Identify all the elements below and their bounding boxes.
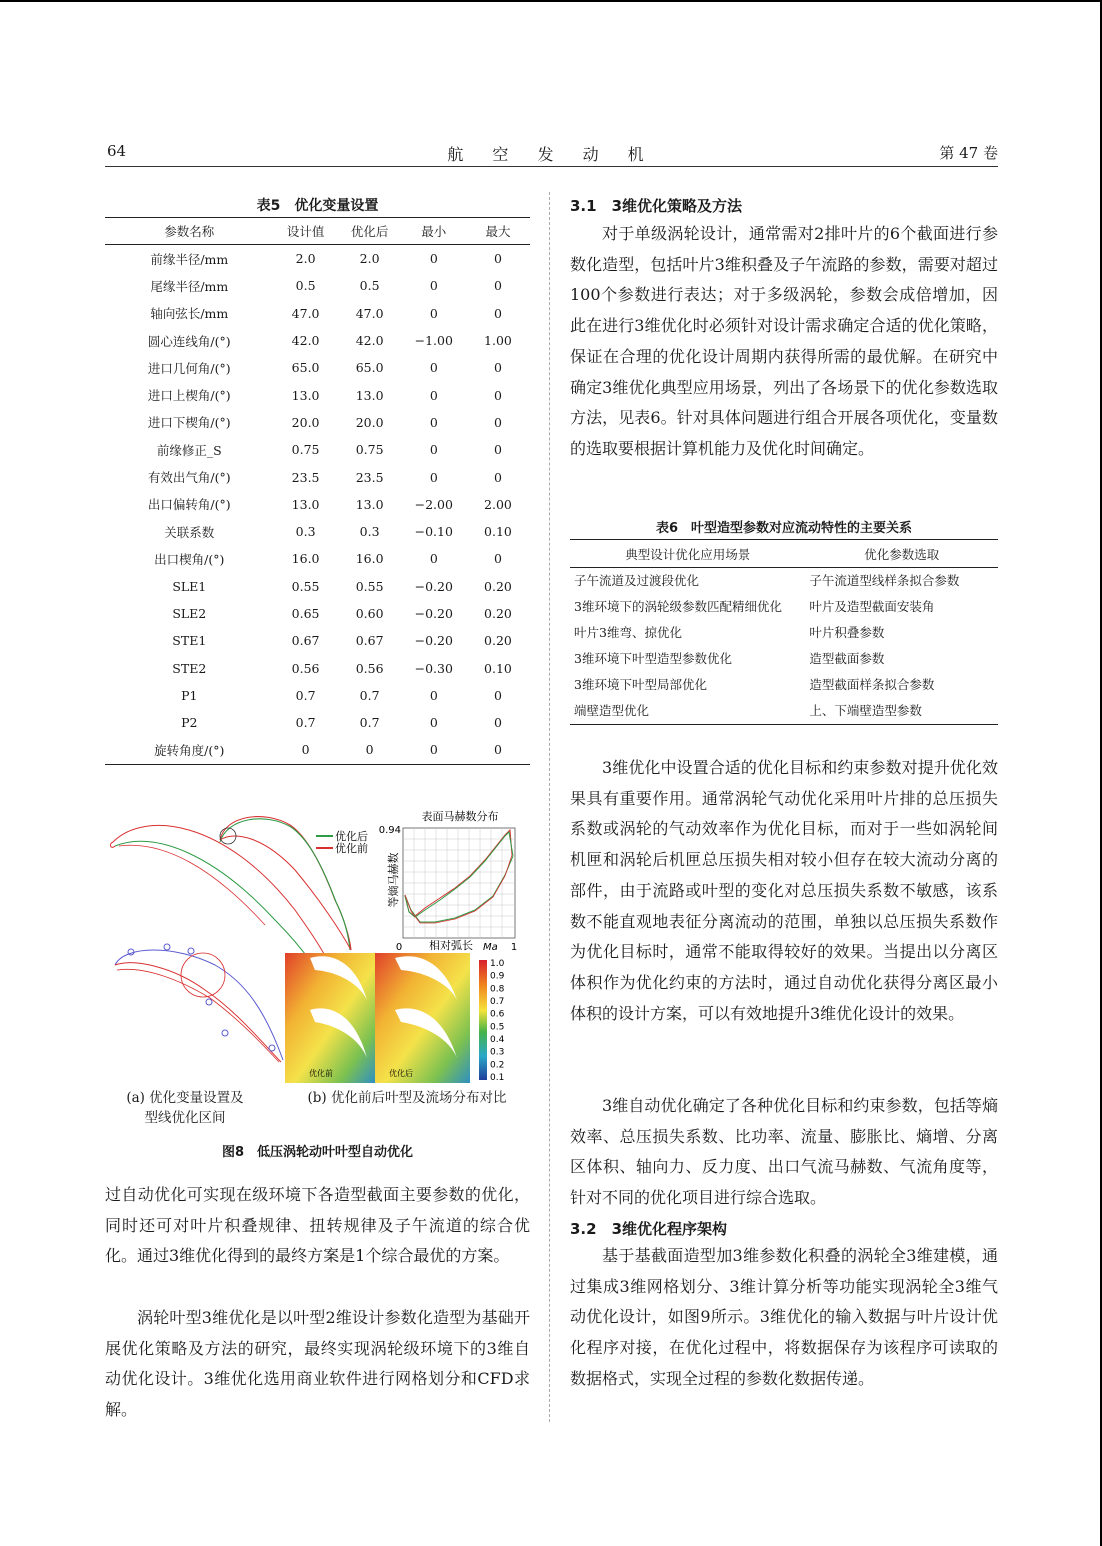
colorbar-tick-label: 0.9 bbox=[490, 971, 505, 982]
table5-cell: 出口偏转角/(°) bbox=[147, 497, 231, 513]
volume-label: 第 47 卷 bbox=[939, 144, 998, 162]
table5-cell: 0 bbox=[466, 736, 530, 764]
table5-cell: −1.00 bbox=[414, 333, 453, 349]
table5-row bbox=[105, 627, 530, 654]
header-rule bbox=[105, 166, 998, 167]
table5-cell: STE1 bbox=[172, 633, 207, 649]
table5-cell: −0.20 bbox=[414, 606, 453, 621]
control-point bbox=[269, 1045, 275, 1051]
table5-cell: 进口上楔角/(°) bbox=[147, 388, 231, 404]
table5-row bbox=[105, 463, 530, 490]
table5-cell: 进口下楔角/(°) bbox=[147, 415, 231, 431]
table5-cell: 0.3 bbox=[359, 524, 380, 540]
page-number: 64 bbox=[107, 142, 127, 160]
figure8-caption: 图8 低压涡轮动叶叶型自动优化 bbox=[221, 1145, 414, 1160]
page-border-top bbox=[0, 0, 1102, 2]
table5-cell: 0 bbox=[429, 414, 438, 430]
table6-cell: 子午流道型线样条拟合参数 bbox=[809, 573, 960, 588]
table6-row bbox=[570, 620, 998, 646]
table5-cell: 进口几何角/(°) bbox=[147, 360, 231, 376]
table5 bbox=[105, 217, 530, 765]
journal-title: 航 空 发 动 机 bbox=[447, 145, 656, 164]
table5-cell: 0.55 bbox=[291, 578, 320, 594]
table5-cell: 20.0 bbox=[355, 414, 384, 430]
table5-row bbox=[105, 600, 530, 627]
table5-cell: 13.0 bbox=[355, 496, 384, 512]
table6-row bbox=[570, 594, 998, 620]
table5-cell: 0 bbox=[429, 687, 438, 703]
table5-cell: 0.67 bbox=[291, 633, 320, 649]
running-header bbox=[105, 140, 998, 166]
table5-cell: 0 bbox=[274, 736, 338, 764]
table6-cell: 造型截面参数 bbox=[809, 651, 885, 666]
section-3-1-heading: 3.1 3维优化策略及方法 bbox=[570, 197, 743, 215]
column-divider bbox=[549, 192, 550, 1422]
table5-header-row bbox=[105, 218, 530, 245]
table5-cell: 0 bbox=[429, 251, 438, 267]
table6-cell: 3维环境下的涡轮级参数匹配精细优化 bbox=[574, 599, 782, 614]
table5-cell: 0.60 bbox=[355, 606, 384, 621]
table5-cell: 23.5 bbox=[355, 469, 384, 485]
table5-cell: 16.0 bbox=[291, 551, 320, 567]
table5-cell: 0.20 bbox=[484, 606, 512, 621]
table5-cell: 0.56 bbox=[355, 660, 384, 676]
table5-cell: 42.0 bbox=[355, 333, 384, 349]
table5-cell: 0.75 bbox=[291, 442, 320, 458]
table5-cell: 2.00 bbox=[484, 496, 512, 512]
table5-row bbox=[105, 545, 530, 572]
colorbar-tick-label: 1.0 bbox=[490, 959, 505, 969]
table6-cell: 叶片3维弯、掠优化 bbox=[574, 625, 682, 640]
table5-row bbox=[105, 409, 530, 436]
table5-row bbox=[105, 381, 530, 408]
contour-after-label: 优化后 bbox=[389, 1069, 413, 1078]
colorbar-tick-label: 0.4 bbox=[490, 1035, 505, 1045]
figure8-sub-a: (a) 优化变量设置及 型线优化区间 bbox=[126, 1090, 244, 1126]
left-paragraph-1: 过自动优化可实现在级环境下各造型截面主要参数的优化，同时还可对叶片积叠规律、扭转规律及子午流道的综合优化。通过3维优化得到的最终方案是1个综合最优的方案。 bbox=[105, 1185, 530, 1266]
control-point bbox=[188, 948, 194, 954]
table5-cell: P1 bbox=[181, 687, 198, 703]
table5-row bbox=[105, 491, 530, 518]
table5-cell: 0 bbox=[429, 278, 438, 294]
table5-row bbox=[105, 354, 530, 381]
mach-y-max-label: 0.94 bbox=[378, 825, 401, 836]
table5-cell: −0.20 bbox=[414, 633, 453, 649]
section-3-2-heading: 3.2 3维优化程序架构 bbox=[570, 1220, 728, 1238]
table5-cell: 圆心连线角/(°) bbox=[147, 333, 231, 349]
mach-distribution-plot bbox=[379, 809, 517, 953]
table5-col-header: 优化后 bbox=[338, 218, 402, 245]
colorbar-tick-label: 0.1 bbox=[490, 1073, 505, 1083]
table5-cell: 0 bbox=[429, 360, 438, 376]
table5-cell: 0 bbox=[429, 387, 438, 403]
table5-cell: SLE1 bbox=[172, 578, 207, 594]
figure8-sub-b: (b) 优化前后叶型及流场分布对比 bbox=[307, 1090, 507, 1106]
table5-cell: 0.3 bbox=[295, 524, 316, 540]
table6-cell: 叶片积叠参数 bbox=[809, 625, 885, 640]
table5-row bbox=[105, 245, 530, 273]
table5-cell: 0.5 bbox=[295, 278, 316, 294]
table5-cell: 关联系数 bbox=[164, 524, 215, 540]
legend-after-label: 优化后 bbox=[335, 830, 368, 843]
mach-y-axis-label: 等熵马赫数 bbox=[387, 852, 400, 908]
table6-cell: 造型截面样条拟合参数 bbox=[809, 677, 935, 692]
table5-cell: 13.0 bbox=[355, 387, 384, 403]
figure8-graphic bbox=[105, 800, 535, 1090]
table5-cell: 2.0 bbox=[359, 251, 380, 267]
table6-cell: 端壁造型优化 bbox=[570, 698, 805, 725]
table5-cell: 13.0 bbox=[291, 496, 320, 512]
table5-cell: 0.20 bbox=[484, 633, 512, 649]
table5-cell: 0 bbox=[493, 687, 502, 703]
table5-cell: −0.30 bbox=[414, 660, 453, 676]
table5-cell: 0 bbox=[338, 736, 402, 764]
table5-row bbox=[105, 709, 530, 736]
table5-cell: STE2 bbox=[172, 660, 207, 676]
table5-cell: 前缘半径/mm bbox=[150, 251, 229, 267]
table5-cell: 0 bbox=[493, 387, 502, 403]
mach-plot-title: 表面马赫数分布 bbox=[421, 810, 499, 823]
table5-cell: 0.67 bbox=[355, 633, 384, 649]
table6-row bbox=[570, 698, 998, 725]
table5-row bbox=[105, 436, 530, 463]
table5-cell: 65.0 bbox=[291, 360, 320, 376]
table5-row bbox=[105, 327, 530, 354]
table5-row bbox=[105, 573, 530, 600]
table5-cell: 前缘修正_S bbox=[156, 442, 222, 458]
table5-cell: 0.10 bbox=[484, 660, 512, 676]
table5-cell: 0.7 bbox=[295, 715, 316, 731]
control-point bbox=[222, 1030, 228, 1036]
colorbar-tick-label: 0.5 bbox=[490, 1022, 505, 1033]
table5-cell: 旋转角度/(°) bbox=[105, 736, 274, 764]
table5-row bbox=[105, 272, 530, 299]
table6-col-header: 优化参数选取 bbox=[805, 540, 998, 568]
table5-cell: 0.56 bbox=[291, 660, 320, 676]
parametric-blade-a bbox=[115, 944, 283, 1062]
right-paragraph-3: 3维自动优化确定了各种优化目标和约束参数，包括等熵效率、总压损失系数、比功率、流量、膨胀比、熵增、分离区体积、轴向力、反力度、出口气流马赫数、气流角度等，针对不同的优化项目进行综合选取。 bbox=[570, 1096, 998, 1208]
right-paragraph-2: 3维优化中设置合适的优化目标和约束参数对提升优化效果具有重要作用。通常涡轮气动优化采用叶片排的总压损失系数或涡轮的气动效率作为优化目标，而对于一些如涡轮间机匣和涡轮后机匣总压损失相对较小但存在较大流动分离的部件，由于流路或叶型的变化对总压损失系数不敏感，该系数不能直观地表征分离流动的范围，单独以总压损失系数作为优化目标时，通常不能取得较好的效果。当提出以分离区体积作为优化约束的方法时，通过自动优化获得分离区最小体积的设计方案，可以有效地提升3维优化设计的效果。 bbox=[570, 758, 998, 1023]
control-point bbox=[164, 944, 170, 950]
table5-cell: 0.20 bbox=[484, 578, 512, 594]
table5-cell: 0 bbox=[493, 551, 502, 567]
table5-cell: 2.0 bbox=[295, 251, 316, 267]
table5-cell: 23.5 bbox=[291, 469, 320, 485]
table5-cell: −2.00 bbox=[414, 496, 453, 512]
table6-header-row bbox=[570, 540, 998, 568]
table5-cell: 0 bbox=[493, 278, 502, 294]
mach-x-min-label: 0 bbox=[395, 942, 403, 953]
mach-x-max-label: 1 bbox=[510, 942, 518, 953]
table6-cell: 上、下端壁造型参数 bbox=[805, 698, 998, 725]
table5-cell: 0 bbox=[493, 360, 502, 376]
right-paragraph-4: 基于基截面造型加3维参数化积叠的涡轮全3维建模，通过集成3维网格划分、3维计算分析等功能实现涡轮全3维气动优化设计，如图9所示。3维优化的输入数据与叶片设计优化程序对接，在优化过程中，将数据保存为该程序可读取的数据格式，实现全过程的参数化数据传递。 bbox=[570, 1246, 998, 1388]
table5-cell: 0 bbox=[429, 551, 438, 567]
table5-row bbox=[105, 682, 530, 709]
table5-row bbox=[105, 736, 530, 764]
table6-row bbox=[570, 568, 998, 595]
table5-caption: 表5 优化变量设置 bbox=[256, 198, 379, 214]
table5-cell: 0 bbox=[493, 442, 502, 458]
table5-cell: 0 bbox=[493, 414, 502, 430]
table6-row bbox=[570, 672, 998, 698]
control-point bbox=[206, 999, 212, 1005]
contour-before-label: 优化前 bbox=[309, 1069, 333, 1078]
table5-cell: 出口楔角/(°) bbox=[154, 551, 225, 567]
colorbar-tick-label: 0.2 bbox=[490, 1060, 505, 1071]
table5-cell: 0.7 bbox=[359, 715, 380, 731]
table5-cell: 0.7 bbox=[359, 687, 380, 703]
table5-col-header: 最大 bbox=[466, 218, 530, 245]
colorbar-tick-label: 0.8 bbox=[490, 984, 505, 995]
colorbar-tick-label: 0.7 bbox=[490, 997, 505, 1007]
table6-body bbox=[570, 568, 998, 725]
table5-row bbox=[105, 300, 530, 327]
table5-cell: 65.0 bbox=[355, 360, 384, 376]
table5-cell: 0 bbox=[493, 715, 502, 731]
table5-body bbox=[105, 245, 530, 765]
table5-col-header: 参数名称 bbox=[105, 218, 274, 245]
table5-cell: 13.0 bbox=[291, 387, 320, 403]
table5-row bbox=[105, 654, 530, 681]
table5-cell: 0 bbox=[429, 305, 438, 321]
table6-col-header: 典型设计优化应用场景 bbox=[570, 540, 805, 568]
table5-cell: 16.0 bbox=[355, 551, 384, 567]
table5-row bbox=[105, 518, 530, 545]
table5-cell: 1.00 bbox=[484, 333, 512, 349]
contour-before bbox=[285, 953, 375, 1083]
colorbar-tick-label: 0.3 bbox=[490, 1047, 505, 1058]
table6 bbox=[570, 539, 998, 725]
table5-cell: 20.0 bbox=[291, 414, 320, 430]
table5-cell: 42.0 bbox=[291, 333, 320, 349]
table5-cell: 0.7 bbox=[295, 687, 316, 703]
table5-cell: 47.0 bbox=[291, 305, 320, 321]
table5-cell: 0.65 bbox=[291, 606, 320, 621]
table5-cell: −0.20 bbox=[414, 578, 453, 594]
left-paragraph-2: 涡轮叶型3维优化是以叶型2维设计参数化造型为基础开展优化策略及方法的研究，最终实现涡轮级环境下的3维自动优化设计。3维优化选用商业软件进行网格划分和CFD求解。 bbox=[105, 1308, 530, 1420]
table5-cell: 0 bbox=[429, 442, 438, 458]
table5-cell: P2 bbox=[181, 715, 198, 731]
table5-cell: 轴向弦长/mm bbox=[150, 306, 229, 322]
mach-colorbar bbox=[479, 942, 505, 1083]
contour-after bbox=[375, 953, 470, 1083]
table5-col-header: 设计值 bbox=[274, 218, 338, 245]
table5-cell: 0 bbox=[429, 715, 438, 731]
right-paragraph-1: 对于单级涡轮设计，通常需对2排叶片的6个截面进行参数化造型，包括叶片3维积叠及子午流路的参数，需要对超过100个参数进行表达；对于多级涡轮，参数会成倍增加，因此在进行3维优化时必须针对设计需求确定合适的优化策略，保证在合理的优化设计周期内获得所需的最优解。在研究中确定3维优化典型应用场景，列出了各场景下的优化参数选取方法，见表6。针对具体问题进行组合开展各项优化，变量数的选取要根据计算机能力及优化时间确定。 bbox=[570, 224, 998, 458]
table5-cell: 0.5 bbox=[359, 278, 380, 294]
table5-cell: −0.10 bbox=[414, 524, 453, 540]
table6-cell: 叶片及造型截面安装角 bbox=[809, 599, 935, 614]
table6-cell: 3维环境下叶型造型参数优化 bbox=[574, 651, 732, 666]
table6-cell: 3维环境下叶型局部优化 bbox=[574, 677, 707, 692]
legend-before-label: 优化前 bbox=[335, 842, 368, 855]
table5-cell: 0 bbox=[493, 251, 502, 267]
table5-cell: 47.0 bbox=[355, 305, 384, 321]
table5-cell: 0 bbox=[493, 469, 502, 485]
table6-caption: 表6 叶型造型参数对应流动特性的主要关系 bbox=[655, 521, 913, 536]
table5-cell: 0.75 bbox=[355, 442, 384, 458]
table5-cell: 0 bbox=[429, 469, 438, 485]
table5-cell: 尾缘半径/mm bbox=[150, 278, 229, 294]
blade-profile-comparison-b bbox=[220, 817, 368, 950]
table5-cell: 0 bbox=[402, 736, 466, 764]
table6-row bbox=[570, 646, 998, 672]
table5-cell: SLE2 bbox=[172, 606, 207, 621]
table5-cell: 0.55 bbox=[355, 578, 384, 594]
colorbar-tick-label: 0.6 bbox=[490, 1009, 505, 1020]
table5-col-header: 最小 bbox=[402, 218, 466, 245]
table6-cell: 子午流道及过渡段优化 bbox=[574, 573, 700, 588]
table5-cell: 0.10 bbox=[484, 524, 512, 540]
mach-x-axis-label: 相对弧长 bbox=[429, 939, 473, 952]
colorbar-title: Ma bbox=[483, 942, 498, 953]
table5-cell: 有效出气角/(°) bbox=[147, 470, 231, 486]
table5-cell: 0 bbox=[493, 305, 502, 321]
